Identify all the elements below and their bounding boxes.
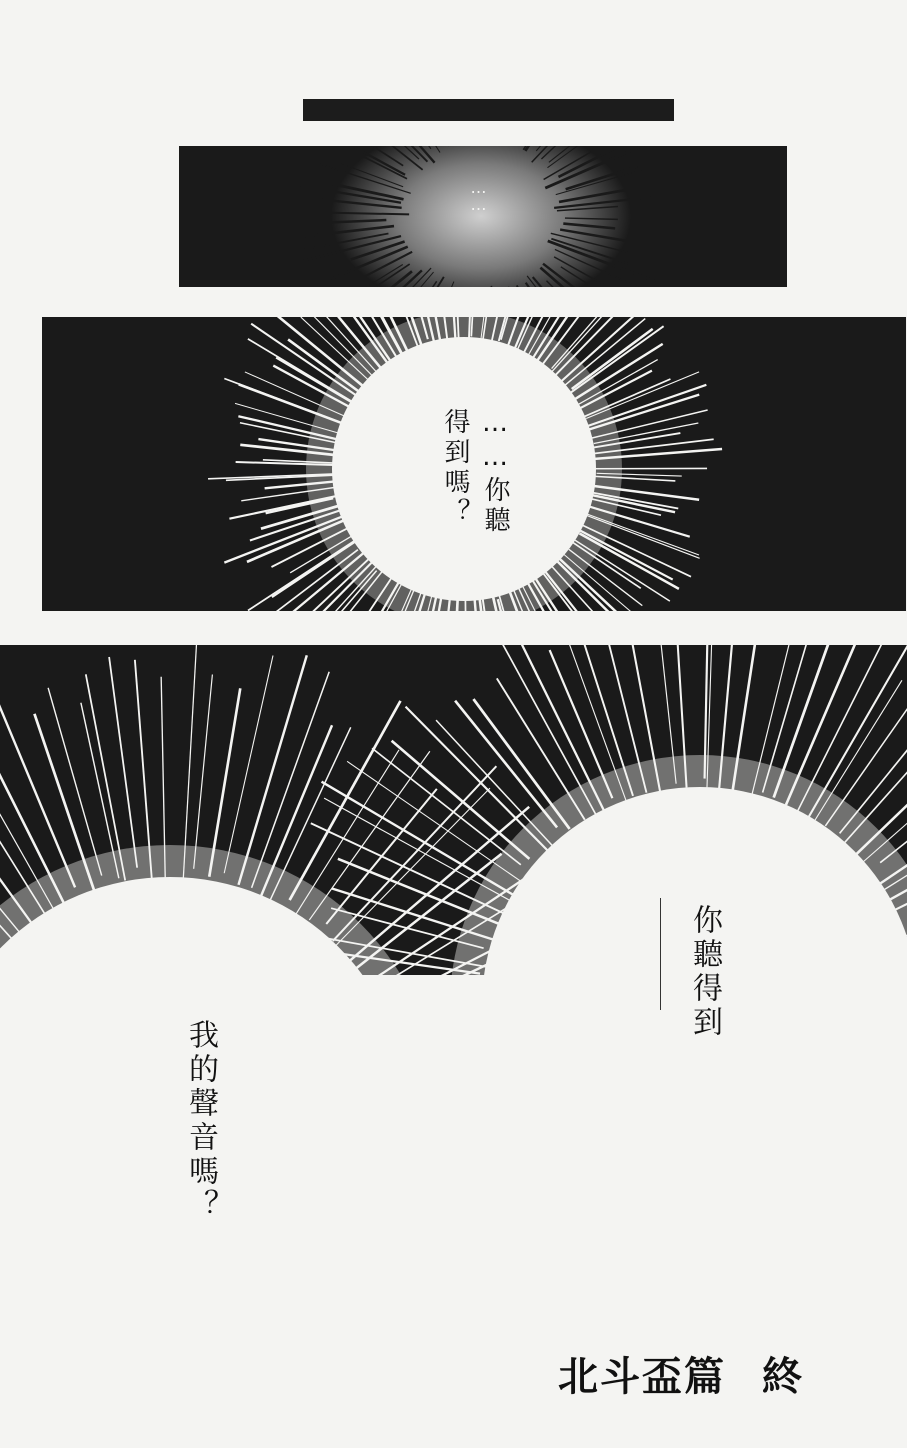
speech-text-my-voice: 我的聲音嗎？ (183, 1019, 218, 1223)
speech-divider-line (660, 898, 661, 1010)
chapter-title: 北斗盃篇 (558, 1354, 726, 1400)
speech-text-can-you-hear: 你聽得到 (687, 904, 722, 1040)
chapter-end-title (558, 1345, 804, 1402)
speedlines-burst-2 (42, 317, 906, 611)
speed-line (465, 599, 466, 611)
end-mark: 終 (762, 1354, 804, 1400)
top-black-bar (303, 99, 674, 121)
speedlines-burst-3 (0, 645, 907, 975)
speech-text-heard-2: 得到嗎？ (440, 408, 470, 528)
manga-panel-1 (179, 146, 787, 287)
manga-panel-3 (0, 645, 907, 975)
speech-text-heard-1: ……你聽 (480, 408, 510, 536)
speedlines-burst-1 (179, 146, 787, 287)
manga-panel-2 (42, 317, 906, 611)
ellipsis-text: …… (469, 178, 488, 212)
